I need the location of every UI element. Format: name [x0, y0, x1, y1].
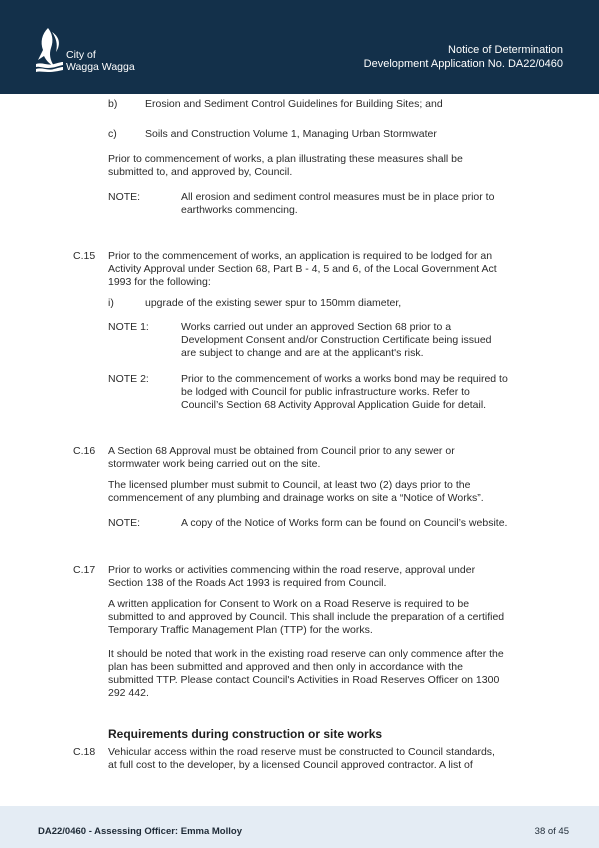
council-logo [34, 26, 64, 72]
c17-para3-line-3: submitted TTP. Please contact Council's Activities in Road Reserves Officer on 1300 [108, 674, 500, 686]
item-c-label: c) [108, 128, 117, 140]
document-title [364, 43, 563, 71]
c15-line-1: Prior to the commencement of works, an application is required to be lodged for an [108, 250, 493, 262]
logo-line-1: City of [66, 49, 96, 61]
title-line-1: Notice of Determination [448, 44, 563, 56]
item-b-text: Erosion and Sediment Control Guidelines for Building Sites; and [145, 98, 443, 110]
logo-text [66, 49, 135, 73]
note-2-line-2: be lodged with Council for public infrastructure works. Refer to [181, 386, 470, 398]
c17-number: C.17 [73, 564, 96, 576]
c16-note-label: NOTE: [108, 517, 141, 529]
note-1-label: NOTE 1: [108, 321, 149, 333]
page-header [0, 0, 599, 94]
para1-line-2: submitted to, and approved by, Council. [108, 166, 293, 178]
note-1-line-3: are subject to change and are at the applicant's risk. [181, 347, 424, 359]
note-1-line-2: Development Consent and/or Construction Certificate being issued [181, 334, 492, 346]
note1-label: NOTE: [108, 191, 141, 203]
para1-line-1: Prior to commencement of works, a plan illustrating these measures shall be [108, 153, 463, 165]
footer-assessing-officer: DA22/0460 - Assessing Officer: Emma Molloy [38, 826, 242, 837]
item-c-text: Soils and Construction Volume 1, Managing Urban Stormwater [145, 128, 437, 140]
c16-para2-line-2: commencement of any plumbing and drainage works on site a “Notice of Works”. [108, 492, 484, 504]
c18-number: C.18 [73, 746, 96, 758]
c18-line-1: Vehicular access within the road reserve must be constructed to Council standards, [108, 746, 495, 758]
page-footer [0, 806, 599, 848]
logo-line-2: Wagga Wagga [66, 61, 135, 73]
note-1-line-1: Works carried out under an approved Section 68 prior to a [181, 321, 452, 333]
c17-para2-line-1: A written application for Consent to Work on a Road Reserve is required to be [108, 598, 470, 610]
wagga-logo-icon [34, 26, 64, 72]
title-line-2: Development Application No. DA22/0460 [363, 58, 563, 70]
c15-item-i-label: i) [108, 297, 114, 309]
c17-para3-line-1: It should be noted that work in the existing road reserve can only commence after the [108, 648, 504, 660]
note1-line-2: earthworks commencing. [181, 204, 298, 216]
c16-para2-line-1: The licensed plumber must submit to Council, at least two (2) days prior to the [108, 479, 471, 491]
c17-para2-line-2: submitted to and approved by Council. This shall include the preparation of a certified [108, 611, 505, 623]
note-2-line-3: Council’s Section 68 Activity Approval Application Guide for detail. [181, 399, 487, 411]
c16-line-1: A Section 68 Approval must be obtained from Council prior to any sewer or [108, 445, 455, 457]
note-2-line-1: Prior to the commencement of works a works bond may be required to [181, 373, 508, 385]
item-b-label: b) [108, 98, 118, 110]
footer-page-number: 38 of 45 [534, 826, 569, 837]
c16-line-2: stormwater work being carried out on the site. [108, 458, 321, 470]
c15-line-2: Activity Approval under Section 68, Part B - 4, 5 and 6, of the Local Government Act [108, 263, 497, 275]
section-subheading: Requirements during construction or site works [108, 727, 383, 741]
c17-para2-line-3: Temporary Traffic Management Plan (TTP) for the works. [108, 624, 373, 636]
c15-line-3: 1993 for the following: [108, 276, 211, 288]
c16-number: C.16 [73, 445, 96, 457]
c17-line-1: Prior to works or activities commencing within the road reserve, approval under [108, 564, 476, 576]
note1-line-1: All erosion and sediment control measures must be in place prior to [181, 191, 495, 203]
c17-line-2: Section 138 of the Roads Act 1993 is required from Council. [108, 577, 387, 589]
note-2-label: NOTE 2: [108, 373, 149, 385]
c15-number: C.15 [73, 250, 96, 262]
c17-para3-line-2: plan has been submitted and approved and then only in accordance with the [108, 661, 463, 673]
c15-item-i-text: upgrade of the existing sewer spur to 150mm diameter, [145, 297, 402, 309]
c16-note-text: A copy of the Notice of Works form can be found on Council’s website. [181, 517, 508, 529]
c17-para3-line-4: 292 442. [108, 687, 149, 699]
c18-line-2: at full cost to the developer, by a licensed Council approved contractor. A list of [108, 759, 473, 771]
